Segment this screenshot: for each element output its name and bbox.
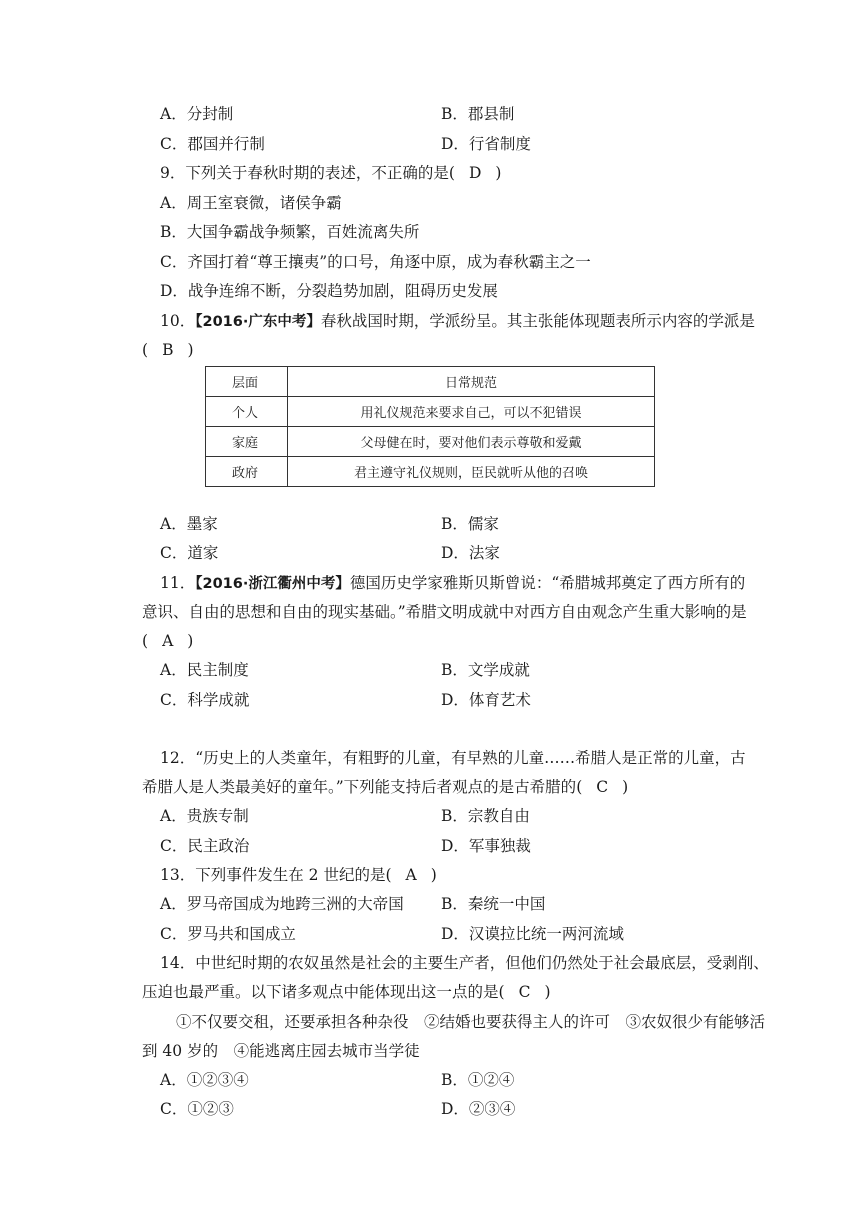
q10-option-a: A．墨家	[160, 515, 218, 533]
q9-option-d: D．战争连绵不断，分裂趋势加剧，阻碍历史发展	[160, 282, 498, 300]
q13-option-d: D．汉谟拉比统一两河流域	[441, 925, 624, 943]
q11-stem-text-1: 德国历史学家雅斯贝斯曾说：“希腊城邦奠定了西方所有的	[349, 574, 746, 592]
q14-stem-text-2: 压迫也最严重。以下诸多观点中能体现出这一点的是	[142, 983, 499, 1001]
q14-statements-line2: 到 40 岁的 ④能逃离庄园去城市当学徒	[142, 1042, 420, 1060]
q9-option-c: C．齐国打着“尊王攘夷”的口号，角逐中原，成为春秋霸主之一	[160, 253, 591, 271]
q10-number: 10．	[160, 312, 196, 330]
q9-answer: D	[468, 164, 482, 182]
q12-stem-line2: 希腊人是人类最美好的童年。”下列能支持后者观点的是古希腊的( C )	[142, 778, 629, 796]
q12-option-c: C．民主政治	[160, 837, 250, 855]
q14-stem-line1: 14．中世纪时期的农奴虽然是社会的主要生产者，但他们仍然处于社会最底层，受剥削、	[160, 954, 769, 972]
q8-option-d: D．行省制度	[441, 135, 531, 153]
q12-stem-text-2: 希腊人是人类最美好的童年。”下列能支持后者观点的是古希腊的	[142, 778, 577, 796]
q14-option-b: B．①②④	[441, 1071, 515, 1089]
q11-option-d: D．体育艺术	[441, 691, 531, 709]
table-cell: 家庭	[206, 427, 288, 457]
q11-option-b: B．文学成就	[441, 661, 530, 679]
q14-option-d: D．②③④	[441, 1100, 516, 1118]
table-cell: 君主遵守礼仪规则，臣民就听从他的召唤	[288, 457, 655, 487]
norms-table	[205, 366, 655, 487]
q14-stem-line2: 压迫也最严重。以下诸多观点中能体现出这一点的是( C )	[142, 983, 551, 1001]
table-row	[206, 427, 655, 457]
q12-option-a: A．贵族专制	[160, 807, 249, 825]
q13-option-b: B．秦统一中国	[441, 895, 546, 913]
q9-option-b: B．大国争霸战争频繁，百姓流离失所	[160, 223, 420, 241]
table-row	[206, 457, 655, 487]
q8-option-a: A．分封制	[160, 105, 234, 123]
q10-option-c: C．道家	[160, 544, 219, 562]
q10-stem-text: 春秋战国时期，学派纷呈。其主张能体现题表所示内容的学派是	[320, 312, 755, 330]
q9-stem-text: 9．下列关于春秋时期的表述，不正确的是	[160, 164, 449, 182]
q13-option-c: C．罗马共和国成立	[160, 925, 296, 943]
q10-source: 【2016·广东中考】	[195, 314, 321, 330]
q9-stem: 9．下列关于春秋时期的表述，不正确的是( D )	[160, 164, 502, 182]
q9-option-a: A．周王室衰微，诸侯争霸	[160, 194, 342, 212]
q13-stem: 13．下列事件发生在 2 世纪的是( A )	[160, 866, 437, 884]
q13-answer: A	[405, 866, 417, 884]
table-cell: 政府	[206, 457, 288, 487]
q10-stem	[160, 311, 755, 332]
table-cell: 用礼仪规范来要求自己，可以不犯错误	[288, 397, 655, 427]
q11-answer: A	[162, 632, 174, 650]
q11-stem-line2: 意识、自由的思想和自由的现实基础。”希腊文明成就中对西方自由观念产生重大影响的是	[142, 603, 747, 621]
q12-answer: C	[596, 778, 609, 796]
q14-option-c: C．①②③	[160, 1100, 234, 1118]
q10-option-d: D．法家	[441, 544, 500, 562]
q11-number: 11．	[160, 574, 196, 592]
q12-option-d: D．军事独裁	[441, 837, 531, 855]
q11-stem-line1	[160, 573, 745, 594]
table-cell: 个人	[206, 397, 288, 427]
table-header-cell: 日常规范	[288, 367, 655, 397]
q11-option-a: A．民主制度	[160, 661, 249, 679]
q8-option-c: C．郡国并行制	[160, 135, 265, 153]
q8-option-b: B．郡县制	[441, 105, 515, 123]
q10-answer-line: ( B )	[142, 341, 194, 359]
q14-option-a: A．①②③④	[160, 1071, 249, 1089]
q14-statements-line1: ①不仅要交租，还要承担各种杂役 ②结婚也要获得主人的许可 ③农奴很少有能够活	[176, 1013, 766, 1031]
q10-answer: B	[162, 341, 174, 359]
q13-option-a: A．罗马帝国成为地跨三洲的大帝国	[160, 895, 404, 913]
table-row	[206, 397, 655, 427]
q11-option-c: C．科学成就	[160, 691, 250, 709]
table-cell: 父母健在时，要对他们表示尊敬和爱戴	[288, 427, 655, 457]
q12-option-b: B．宗教自由	[441, 807, 530, 825]
q13-stem-text: 13．下列事件发生在 2 世纪的是	[160, 866, 386, 884]
q12-stem-line1: 12．“历史上的人类童年，有粗野的儿童，有早熟的儿童……希腊人是正常的儿童，古	[160, 749, 746, 767]
table-row	[206, 367, 655, 397]
q11-answer-line: ( A )	[142, 632, 194, 650]
table-header-cell: 层面	[206, 367, 288, 397]
q11-source: 【2016·浙江衢州中考】	[195, 576, 350, 592]
q14-answer: C	[518, 983, 531, 1001]
q10-option-b: B．儒家	[441, 515, 499, 533]
